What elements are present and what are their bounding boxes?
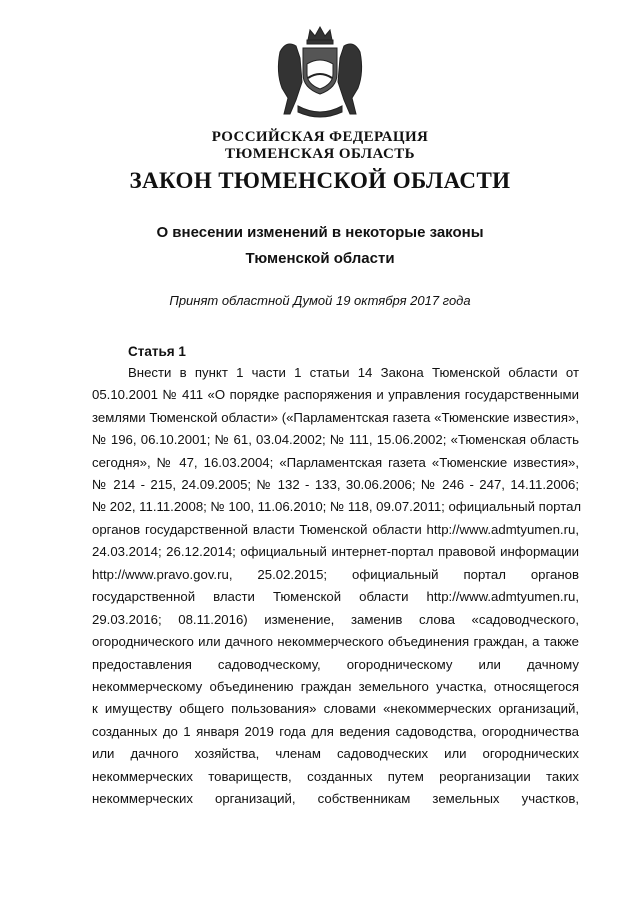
body-line: созданных до 1 января 2019 года для ведения садоводства, огородничества [92,724,579,739]
body-line: некоммерческому объединению граждан земельного участка, относящегося [92,679,579,694]
coat-of-arms-icon [270,22,370,122]
body-line: http://www.pravo.gov.ru, 25.02.2015; официальный портал органов [92,567,579,582]
body-line: огороднического или дачного некоммерческого объединения граждан, а также [92,634,579,649]
body-line: или дачного хозяйства, членам садоводческих или огороднических [92,746,579,761]
law-title-line-2: Тюменской области [245,250,395,267]
body-line: № 214 - 215, 24.09.2005; № 132 - 133, 30.06.2006; № 246 - 247, 14.11.2006; [92,477,579,492]
adoption-date: Принят областной Думой 19 октября 2017 года [169,293,471,308]
body-line: № 202, 11.11.2008; № 100, 11.06.2010; № 118, 09.07.2011; официальный портал [92,499,582,514]
body-line: государственной власти Тюменской области http://www.admtyumen.ru, [92,589,579,604]
body-line: некоммерческих товариществ, созданных путем реорганизации таких [92,769,579,784]
body-line: предоставления садоводческому, огородническому или дачному [92,657,579,672]
body-line: 24.03.2014; 26.12.2014; официальный интернет-портал правовой информации [92,544,579,559]
document-type-heading: ЗАКОН ТЮМЕНСКОЙ ОБЛАСТИ [129,168,511,193]
region-heading: ТЮМЕНСКАЯ ОБЛАСТЬ [225,146,415,162]
body-line: некоммерческих организаций, собственникам земельных участков, [92,791,579,806]
body-line: органов государственной власти Тюменской области http://www.admtyumen.ru, [92,522,579,537]
country-heading: РОССИЙСКАЯ ФЕДЕРАЦИЯ [211,129,429,145]
body-line: № 196, 06.10.2001; № 61, 03.04.2002; № 111, 15.06.2002; «Тюменская область [92,432,579,447]
body-line: 05.10.2001 № 411 «О порядке распоряжения и управления государственными [92,387,579,402]
article-heading: Статья 1 [128,344,186,359]
law-title-line-1: О внесении изменений в некоторые законы [156,224,484,241]
body-line: Внести в пункт 1 части 1 статьи 14 Закона Тюменской области от [128,365,579,380]
body-line: землями Тюменской области» («Парламентская газета «Тюменские известия», [92,410,579,425]
body-line: 29.03.2016; 08.11.2016) изменение, заменив слова «садоводческого, [92,612,579,627]
body-line: сегодня», № 47, 16.03.2004; «Парламентская газета «Тюменские известия», [92,455,579,470]
body-line: к имуществу общего пользования» словами «некоммерческих организаций, [92,701,579,716]
